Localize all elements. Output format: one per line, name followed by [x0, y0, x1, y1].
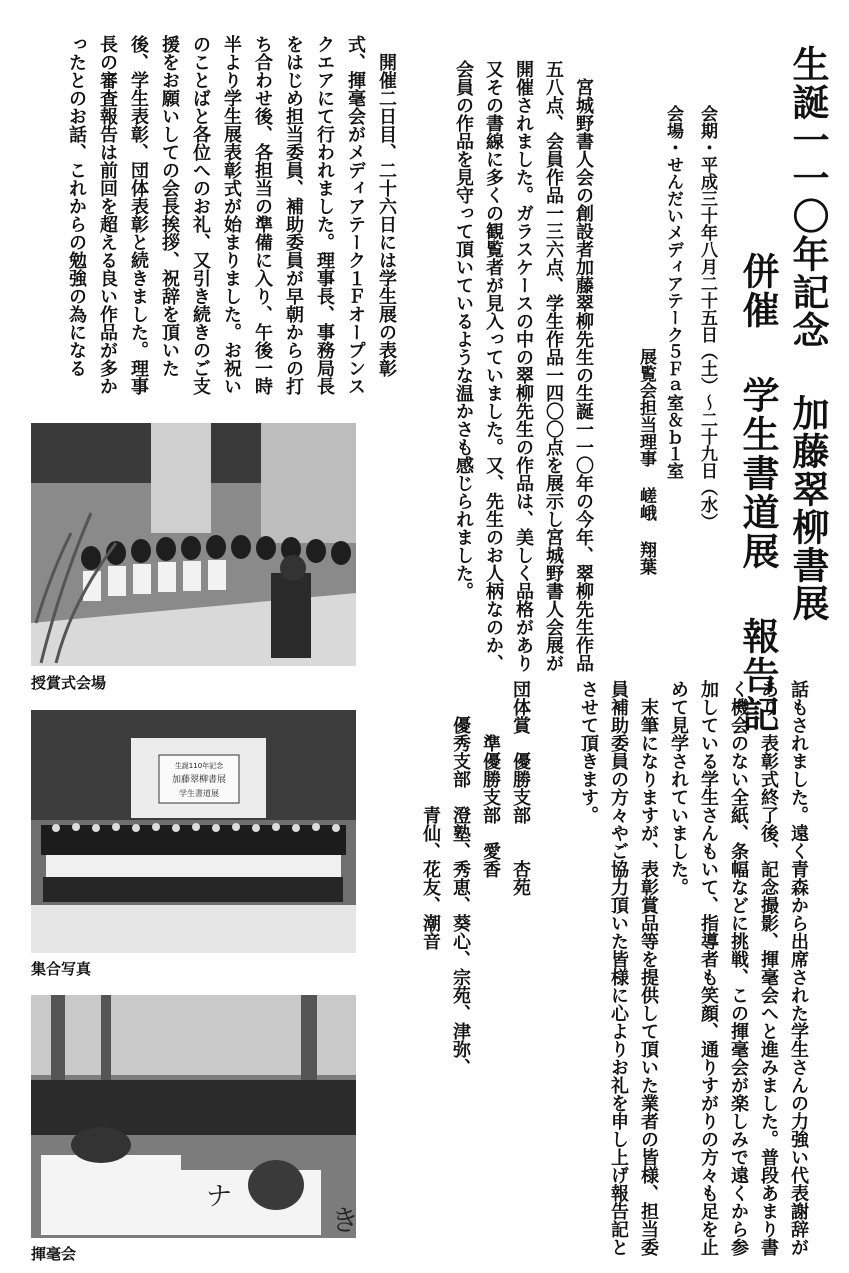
sign-line-1: 生誕110年記念 — [174, 762, 224, 770]
session-info: 会期・平成三十年八月二十五日（土）〜二十九日（水） 会場・せんだいメディアテーク５Ｆａ室＆ｂ１室 — [663, 105, 717, 530]
photo-caption-2: 集合写真 — [31, 960, 92, 978]
page-subtitle: 併催 学生書道展 報告記 — [736, 252, 780, 734]
photo-caption-1: 授賞式会場 — [31, 674, 107, 692]
page-title: 生誕一一〇年記念 加藤翠柳書展 — [786, 45, 830, 622]
article-part-3: 話もされました。遠く青森から出席された学生さんの力強い代表謝辞があり、表彰式終了後、記念撮影、揮毫会へと進みました。普段あまり書く機会のない全紙、条幅などに挑戦、この揮毫会が楽しみで遠くから参加している学生さんもいて、指導者も笑顔、通りすがりの方々も足を止めて見学されていました。 末筆になりますが、表彰賞品等を提供して頂いた業者の皆様、担当委員補助委員の方々やご協力頂いた皆様に心よりお礼を申し上げ報告記とさせて頂きます。 — [578, 680, 809, 1256]
article-part-1: 宮城野書人会の創設者加藤翠柳先生の生誕一一〇年の今年、翠柳先生作品五八点、会員作品一三六点、学生作品一四〇〇点を展示し宮城野書人会展が開催されました。ガラスケースの中の翠柳先生の作品は、美しく品格があり又その書線に多くの観覧者が見入っていました。又、先生のお人柄なのか、会員の作品を見守って頂いているような温かさも感じられました。 — [453, 60, 594, 672]
photo-group — [31, 710, 356, 953]
photo-caption-3: 揮毫会 — [31, 1245, 77, 1263]
sign-line-2: 加藤翠柳書展 — [171, 775, 227, 785]
svg-text:き: き — [331, 1204, 360, 1237]
author-line: 展覧会担当理事 嵯峨 翔葉 — [636, 348, 656, 575]
article-part-2: 開催二日目、二十六日には学生展の表彰式、揮毫会がメディアテーク１Ｆオープンスクエアにて行われました。理事長、事務局長をはじめ担当委員、補助委員が早朝からの打ち合わせ後、各担当の準備に入り、午後一時半より学生展表彰式が始まりました。お祝いのことばと各位へのお礼、又引き続きのご支援をお願いしての会長挨拶、祝辞を頂いた後、学生表彰、団体表彰と続きました。理事長の審査報告は前回を超える良い作品が多かったとのお話、これからの勉強の為になる — [66, 35, 397, 395]
awards-list: 団体賞 優勝支部 杏苑 準優勝支部 愛香 優秀支部 澄塾、秀恵、葵心、宗苑、津弥、 青仙、花友、潮音 — [420, 680, 531, 1076]
svg-text:ナ: ナ — [206, 1182, 233, 1212]
photo-award-venue — [31, 423, 356, 666]
photo-calligraphy-session — [31, 995, 360, 1238]
sign-line-3: 学生書道展 — [179, 789, 219, 798]
